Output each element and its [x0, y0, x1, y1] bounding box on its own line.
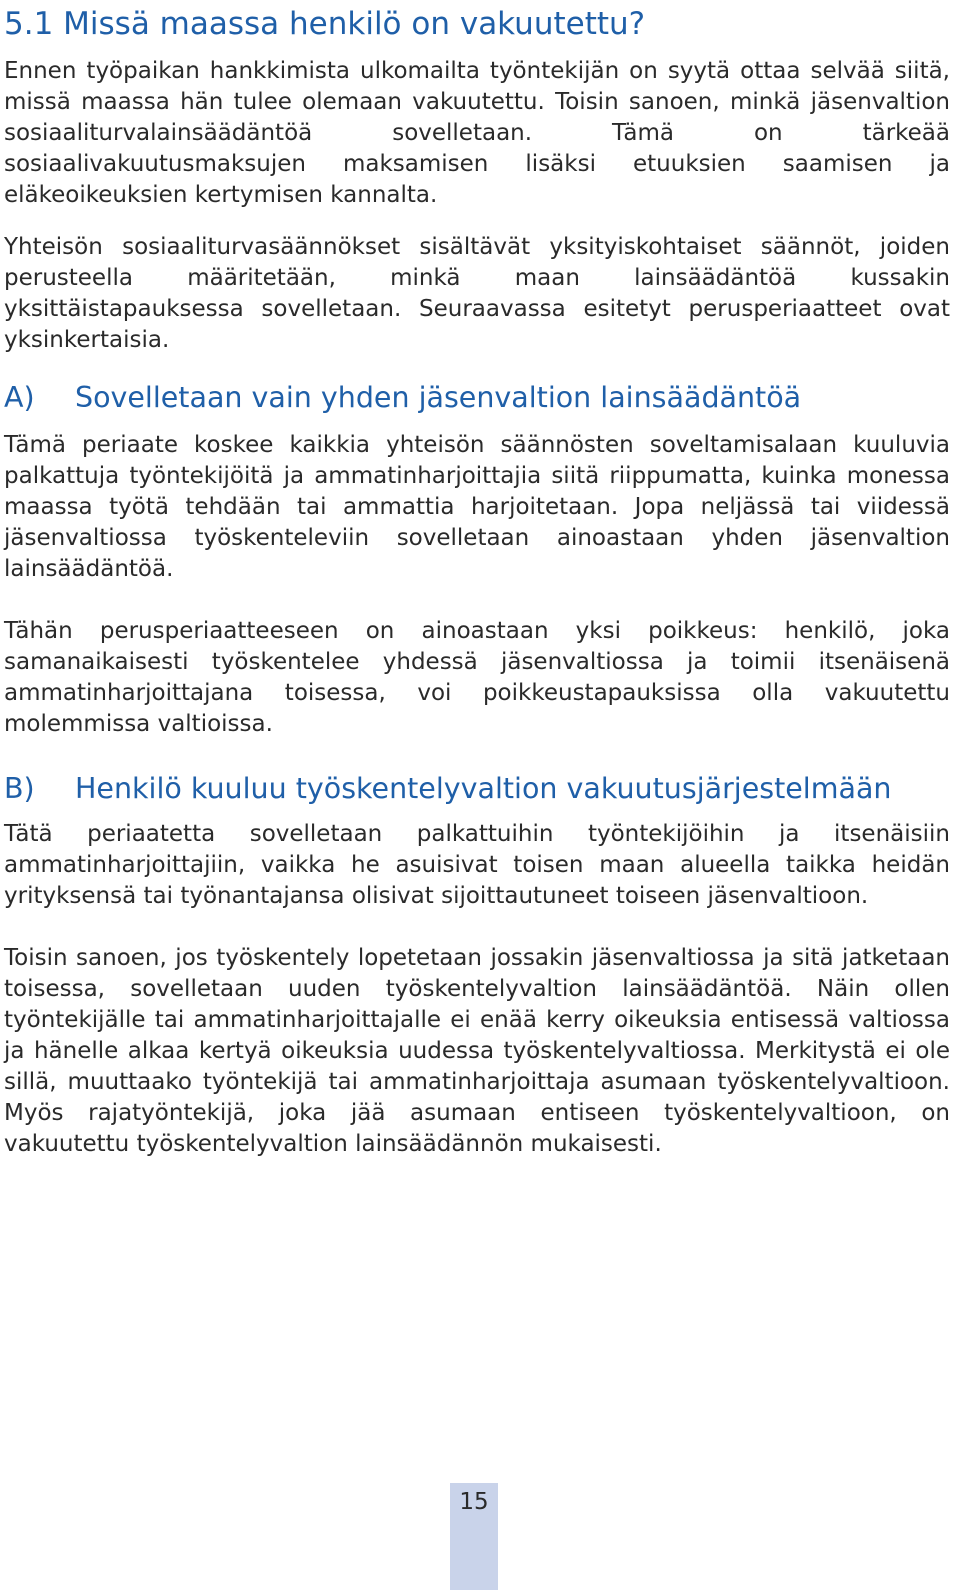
section-a-paragraph-1: Tämä periaate koskee kaikkia yhteisön säännösten soveltamisalaan kuuluvia palkattuja työntekijöitä ja ammatinharjoittajia siitä riippumatta, kuinka monessa maassa työtä tehdään tai ammattia harjoitetaan. Jopa neljässä tai viidessä jäsenvaltiossa työskenteleviin sovelletaan ainoastaan yhden jäsenvaltion lainsäädäntöä. [4, 432, 950, 582]
section-b-title: Henkilö kuuluu työskentelyvaltion vakuutusjärjestelmään [75, 772, 892, 805]
section-b-heading [4, 768, 950, 809]
page-number: 15 [459, 1489, 489, 1515]
page-title: 5.1 Missä maassa henkilö on vakuutettu? [4, 6, 646, 42]
intro-paragraph-1: Ennen työpaikan hankkimista ulkomailta työntekijän on syytä ottaa selvää siitä, missä maassa hän tulee olemaan vakuutettu. Toisin sanoen, minkä jäsenvaltion sosiaaliturvalainsäädäntöä sovelletaan. Tämä on tärkeää sosiaalivakuutusmaksujen maksamisen lisäksi etuuksien saamisen ja eläkeoikeuksien kertymisen kannalta. [4, 58, 950, 208]
section-b-paragraph-1: Tätä periaatetta sovelletaan palkattuihin työntekijöihin ja itsenäisiin ammatinharjoittajiin, vaikka he asuisivat toisen maan alueella taikka heidän yrityksensä tai työnantajansa olisivat sijoittautuneet toiseen jäsenvaltioon. [4, 821, 950, 909]
intro-paragraph-2: Yhteisön sosiaaliturvasäännökset sisältävät yksityiskohtaiset säännöt, joiden perusteella määritetään, minkä maan lainsäädäntöä kussakin yksittäistapauksessa sovelletaan. Seuraavassa esitetyt perusperiaatteet ovat yksinkertaisia. [4, 234, 950, 353]
page-number-tab [450, 1483, 498, 1590]
section-b-letter: B) [4, 772, 35, 805]
section-b-paragraph-2: Toisin sanoen, jos työskentely lopetetaan jossakin jäsenvaltiossa ja sitä jatketaan toisessa, sovelletaan uuden työskentelyvaltion lainsäädäntöä. Näin ollen työntekijälle tai ammatinharjoittajalle ei enää kerry oikeuksia entisessä valtiossa ja hänelle alkaa kertyä oikeuksia uudessa työskentelyvaltiossa. Merkitystä ei ole sillä, muuttaako työntekijä tai ammatinharjoittaja asumaan työskentelyvaltioon. Myös rajatyöntekijä, joka jää asumaan entiseen työskentelyvaltioon, on vakuutettu työskentelyvaltion lainsäädännön mukaisesti. [4, 945, 950, 1157]
section-a-paragraph-2: Tähän perusperiaatteeseen on ainoastaan yksi poikkeus: henkilö, joka samanaikaisesti työskentelee yhdessä jäsenvaltiossa ja toimii itsenäisenä ammatinharjoittajana toisessa, voi poikkeustapauksissa olla vakuutettu molemmissa valtioissa. [4, 618, 950, 737]
document-page [4, 0, 950, 1160]
section-a-title: Sovelletaan vain yhden jäsenvaltion lainsäädäntöä [75, 381, 802, 414]
section-a-heading [4, 377, 950, 418]
section-a-letter: A) [4, 381, 35, 414]
